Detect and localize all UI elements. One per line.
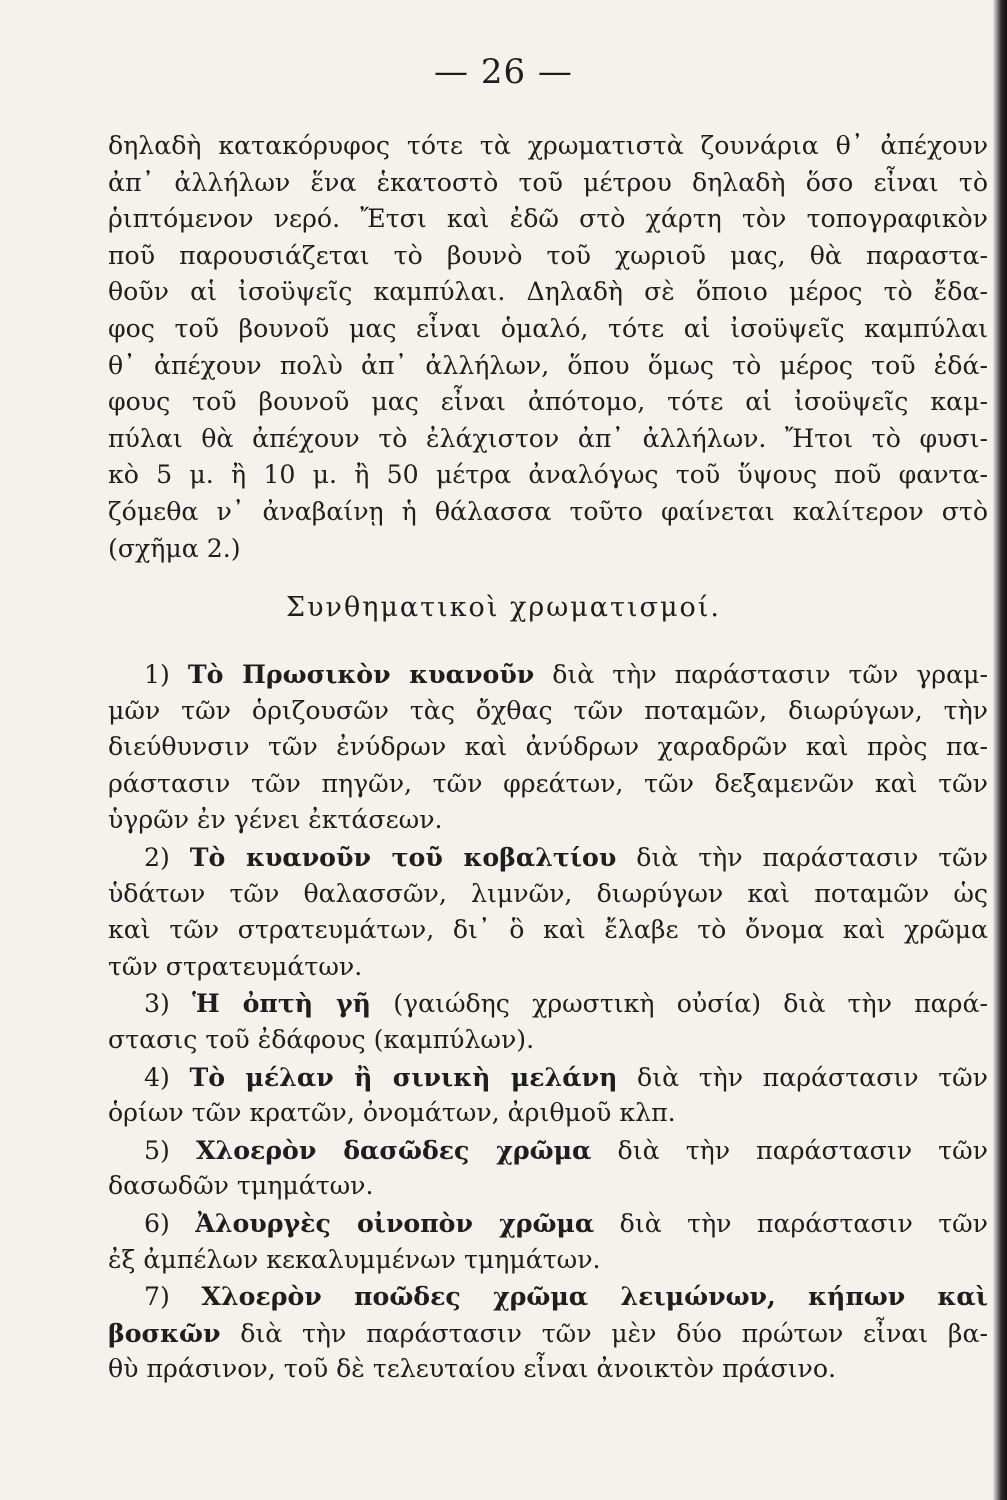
item-1-term: Τὸ Πρωσικὸν κυανοῦν xyxy=(187,659,535,689)
section-heading: Συνθηματικοὶ χρωματισμοί. xyxy=(286,592,721,623)
item-5-term: Χλοερὸν δασῶδες χρῶμα xyxy=(195,1134,592,1165)
text-line: ἐξ ἀμπέλων κεκαλυμμένων τμημάτων. xyxy=(108,1244,601,1274)
list-item-7-first-line: 7) Χλοερὸν ποῶδες χρῶμα λειμώνων, κήπων καὶ xyxy=(144,1281,988,1312)
text-line: θὺ πράσινον, τοῦ δὲ τελευταίου εἶναι ἀνοικτὸν πράσινο. xyxy=(108,1354,837,1384)
list-item-6-first-line: 6) Ἀλουργὲς οἰνοπὸν χρῶμα διὰ τὴν παράστασιν τῶν xyxy=(144,1207,988,1238)
text-line: ποῦ παρουσιάζεται τὸ βουνὸ τοῦ χωριοῦ μας, θὰ παραστα- xyxy=(108,240,988,270)
text-line: φος τοῦ βουνοῦ μας εἶναι ὁμαλό, τότε αἱ ἰσοϋψεῖς καμπύλαι xyxy=(108,313,988,343)
item-6-term: Ἀλουργὲς οἰνοπὸν χρῶμα xyxy=(195,1207,595,1238)
text-line: κὸ 5 μ. ἢ 10 μ. ἢ 50 μέτρα ἀναλόγως τοῦ ὕψους ποῦ φαντα- xyxy=(108,460,988,490)
item-7-term: Χλοερὸν ποῶδες χρῶμα λειμώνων, κήπων καὶ xyxy=(201,1281,988,1312)
text-line: διεύθυνσιν τῶν ἐνύδρων καὶ ἀνύδρων χαραδρῶν καὶ πρὸς πα- xyxy=(108,732,988,762)
text-line: στασις τοῦ ἐδάφους (καμπύλων). xyxy=(108,1024,535,1054)
text-line: πύλαι θὰ ἀπέχουν τὸ ἐλάχιστον ἀπ᾽ ἀλλήλων. Ἤτοι τὸ φυσι- xyxy=(108,423,988,453)
text-line: θοῦν αἱ ἰσοϋψεῖς καμπύλαι. Δηλαδὴ σὲ ὅποιο μέρος τὸ ἔδα- xyxy=(108,277,988,307)
list-item-4-first-line: 4) Τὸ μέλαν ἢ σινικὴ μελάνη διὰ τὴν παράστασιν τῶν xyxy=(144,1061,988,1092)
text-line: ῥιπτόμενον νερό. Ἔτσι καὶ ἐδῶ στὸ χάρτη τὸν τοπογραφικὸν xyxy=(108,204,988,234)
text-line: ἀπ᾽ ἀλλήλων ἕνα ἑκατοστὸ τοῦ μέτρου δηλαδὴ ὅσο εἶναι τὸ xyxy=(108,167,988,197)
item-4-term: Τὸ μέλαν ἢ σινικὴ μελάνη xyxy=(189,1061,618,1092)
text-line: ράστασιν τῶν πηγῶν, τῶν φρεάτων, τῶν δεξαμενῶν καὶ τῶν xyxy=(108,768,988,798)
list-item-7-second-line: βοσκῶν διὰ τὴν παράστασιν τῶν μὲν δύο πρώτων εἶναι βα- xyxy=(108,1317,988,1348)
item-2-term: Τὸ κυανοῦν τοῦ κοβαλτίου xyxy=(189,841,617,872)
text-line: καὶ τῶν στρατευμάτων, δι᾽ ὃ καὶ ἔλαβε τὸ ὄνομα καὶ χρῶμα xyxy=(108,915,988,945)
list-item-2-first-line: 2) Τὸ κυανοῦν τοῦ κοβαλτίου διὰ τὴν παράστασιν τῶν xyxy=(144,841,988,872)
text-line: ὁρίων τῶν κρατῶν, ὀνομάτων, ἀριθμοῦ κλπ. xyxy=(108,1098,676,1128)
intro-paragraph xyxy=(108,128,988,567)
text-line: ὑδάτων τῶν θαλασσῶν, λιμνῶν, διωρύγων καὶ ποταμῶν ὡς xyxy=(108,878,988,908)
list-item-5-first-line: 5) Χλοερὸν δασῶδες χρῶμα διὰ τὴν παράστασιν τῶν xyxy=(144,1134,988,1165)
text-line: μῶν τῶν ὁριζουσῶν τὰς ὄχθας τῶν ποταμῶν, διωρύγων, τὴν xyxy=(108,695,988,725)
text-line: ὑγρῶν ἐν γένει ἐκτάσεων. xyxy=(108,805,443,835)
item-7-term-continued: βοσκῶν xyxy=(108,1317,221,1348)
text-line: ζόμεθα ν᾽ ἀναβαίνῃ ἡ θάλασσα τοῦτο φαίνεται καλίτερον στὸ xyxy=(108,496,988,526)
list-item-3-first-line: 3) Ἡ ὀπτὴ γῆ (γαιώδης χρωστικὴ οὐσία) διὰ τὴν παρά- xyxy=(144,988,988,1019)
text-line: δασωδῶν τμημάτων. xyxy=(108,1171,374,1201)
text-line: φους τοῦ βουνοῦ μας εἶναι ἀπότομο, τότε αἱ ἰσοϋψεῖς καμ- xyxy=(108,387,988,417)
text-line: δηλαδὴ κατακόρυφος τότε τὰ χρωματιστὰ ζουνάρια θ᾽ ἀπέχουν xyxy=(108,131,988,160)
text-line: τῶν στρατευμάτων. xyxy=(108,951,363,981)
text-line: (σχῆμα 2.) xyxy=(108,533,241,563)
color-list xyxy=(108,656,988,1388)
text-line: θ᾽ ἀπέχουν πολὺ ἀπ᾽ ἀλλήλων, ὅπου ὅμως τὸ μέρος τοῦ ἐδά- xyxy=(108,350,988,380)
item-3-term: Ἡ ὀπτὴ γῆ xyxy=(192,988,371,1019)
list-item-1-first-line: 1) Τὸ Πρωσικὸν κυανοῦν διὰ τὴν παράστασιν τῶν γραμ- xyxy=(144,659,988,689)
page-number: — 26 — xyxy=(434,52,573,92)
page-binding-edge xyxy=(993,0,1007,1500)
